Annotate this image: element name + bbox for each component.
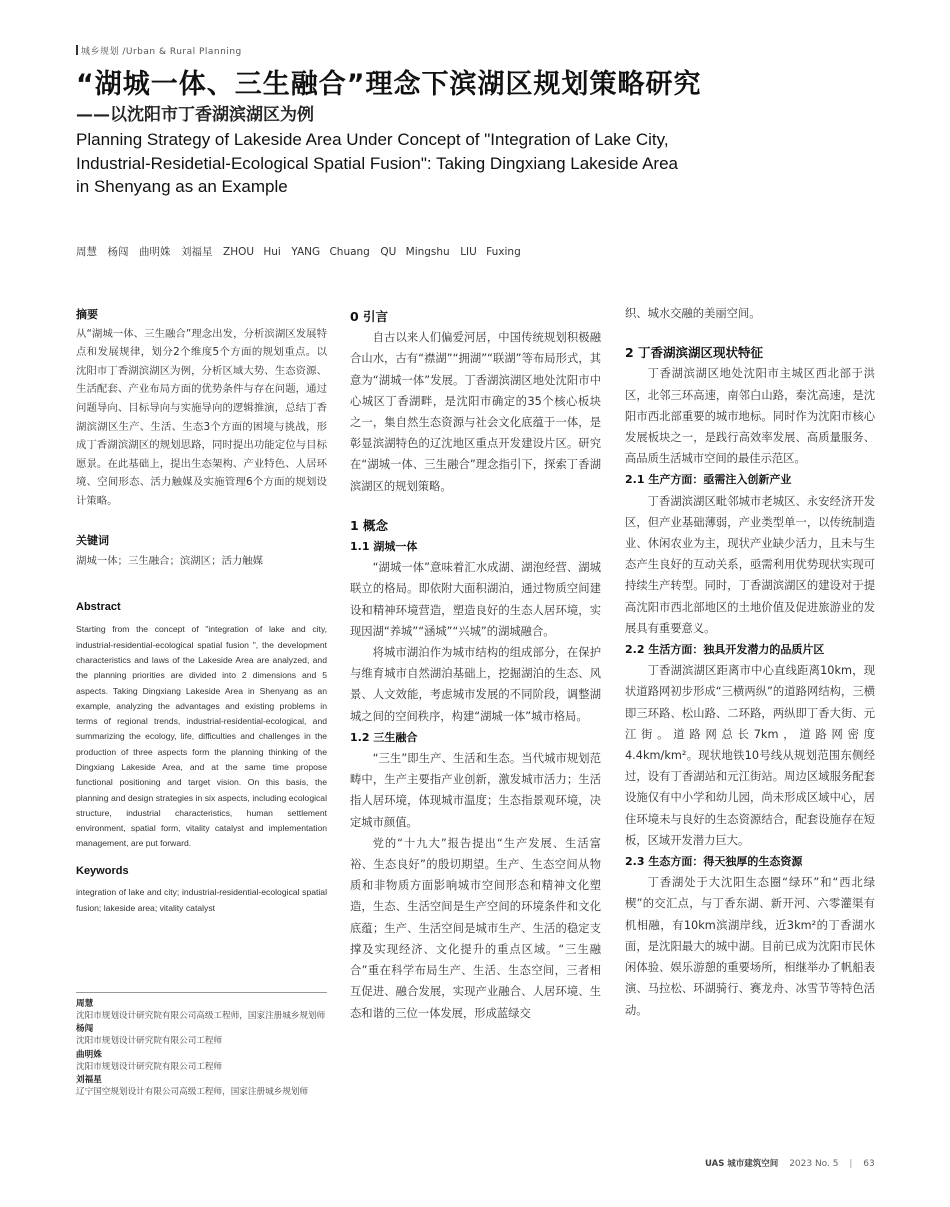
abstract-cn-text: 从“湖城一体、三生融合”理念出发，分析滨湖区发展特点和发展规律，划分2个维度5个方面的规划重点。以沈阳市丁香湖滨湖区为例，分析区域大势、生态资源、生活配套、产业布局方面的优势条件与存在问题，通过问题导向、目标导向与实施导向的逻辑推演，总结丁香湖滨湖区生产、生活、生态3个方面的困境与挑战，形成丁香湖滨湖区的规划思路，同时提出功能定位与目标愿景。在此基础上，提出生态架构、产业特色、人居环境、空间形态、活力触媒及实施管理6个方面的规划设计策略。 [76,327,327,507]
english-title-line: Industrial-Residetial-Ecological Spatial Fusion": Taking Dingxiang Lakeside Area [76,153,678,173]
page-number: 63 [863,1159,875,1169]
paragraph: 党的“十九大”报告提出“生产发展、生活富裕、生态良好”的殷切期望。生产、生态空间从物质和非物质方面影响城市空间形态和精神文化塑造，生态、生活空间是生产空间的环境条件和文化底蕴；生产、生活空间是城市生产、生活的稳定支撑及实现经济、文化提升的重点区域。“三生融合”重在科学布局生产、生活、生态空间，三者相互促进、融合发展，实现产业融合、人居环境、生态和谐的三位一体发展，形成蓝绿交 [350,836,601,1020]
paragraph: 丁香湖滨湖区距离市中心直线距离10km，现状道路网初步形成“三横两纵”的道路网结构，三横即三环路、松山路、二环路，两纵即丁香大街、元江街。道路网总长7km，道路网密度4.4km/km²。现状地铁10号线从规划范围东侧经过，设有丁香湖站和元江街站。周边区域服务配套设施仅有中小学和幼儿园，尚未形成区域中心，居住环境未与良好的生态资源结合，配套设施存在短板，区域开发潜力巨大。 [625,664,875,847]
page-footer [705,1157,875,1169]
bio-name: 曲明姝 [76,1049,102,1060]
header-bar [76,45,78,55]
paragraph: 丁香湖滨湖区毗邻城市老城区、永安经济开发区，但产业基础薄弱，产业类型单一，以传统制造业、休闲农业为主，现状产业缺少活力，且未与生态产生良好的互动关系，亟需利用优势现状实现可持续生产转型。同时，丁香湖滨湖区的建设对于提高沈阳市西北部地区的土地价值及促进旅游业的发展具有重要意义。 [625,494,875,635]
subsection-heading: 1.2 三生融合 [350,730,418,744]
bio-divider [76,992,327,993]
section-header [76,44,242,57]
issue-number: 2023 No. 5 [789,1159,839,1169]
paragraph: 丁香湖处于大沈阳生态圈“绿环”和“西北绿楔”的交汇点，与丁香东湖、新开河、六零灌渠有机相融，有10km滨湖岸线，近3km²的丁香湖水面，是沈阳最大的城中湖。目前已成为沈阳市民休闲体验、娱乐游憩的重要场所，相继举办了帆船表演、马拉松、环湖骑行、赛龙舟、冰雪节等特色活动。 [625,876,875,1017]
abstract-en-heading: Abstract [76,600,121,613]
footer-separator: | [849,1159,853,1169]
middle-column [350,306,601,1024]
bio-name: 周慧 [76,999,94,1009]
section-heading: 2 丁香湖滨湖区现状特征 [625,345,764,361]
subsection-heading: 2.3 生态方面：得天独厚的生态资源 [625,855,803,869]
right-column [625,303,875,1021]
subsection-heading: 1.1 湖城一体 [350,540,418,554]
paragraph: 自古以来人们偏爱河居，中国传统规划积极融合山水，古有“襟湖”“拥湖”“联湖”等布局形式，其意为“湖城一体”发展。丁香湖滨湖区地处沈阳市中心城区丁香湖畔，是沈阳市确定的35个核心板块之一，集自然生态资源与社会文化底蕴于一体，是彰显滨湖特色的辽沈地区重点开发建设片区。研究在“湖城一体、三生融合”理念指引下，探索丁香湖滨湖区的规划策略。 [350,331,601,493]
bio-desc: 沈阳市规划设计研究院有限公司工程师 [76,1036,223,1047]
paragraph: “湖城一体”意味着汇水成湖、湖泡经营、湖城联立的格局。即依附大面积湖泊，通过物质空间建设和精神环境营造，塑造良好的生态人居环境，实现因湖“养城”“涵城”“兴城”的湖城融合。 [350,561,601,638]
abstract-en-text: Starting from the concept of "integration of lake and city, industrial-residential-ecological spatial fusion ", the development characteristics and laws of the Lakeside Area are analyzed, and the planning priorities are divided into 2 dimensions and 5 aspects. Taking Dingxiang Lakeside Area in Shenyang as an example, analyzing the advantages and existing problems in terms of regional trends, industrial-residential-ecological, and summarizing the ecology, life, difficulties and challenges in the production of three aspects form the planning thinking of the Dingxiang Lakeside Area, and at the same time propose functional positioning and target vision. On this basis, the planning and design strategies in six aspects, including ecological structure, industrial characteristics, human settlement environment, spatial form, vitality catalyst and implementation management, are put forward. [76,624,327,849]
bio-desc: 沈阳市规划设计研究院有限公司高级工程师，国家注册城乡规划师 [76,1010,326,1021]
section-heading: 1 概念 [350,517,389,533]
keywords-en-heading: Keywords [76,864,129,877]
subsection-heading: 2.2 生活方面：独具开发潜力的品质片区 [625,643,825,657]
bio-name: 刘福星 [76,1075,102,1086]
bio-desc: 辽宁国空规划设计有限公司高级工程师，国家注册城乡规划师 [76,1086,309,1097]
keywords-en-text: integration of lake and city; industrial-residential-ecological spatial fusion; lakeside area; vitality catalyst [76,887,327,913]
english-title-line: in Shenyang as an Example [76,177,288,196]
section-heading: 0 引言 [350,309,389,324]
paragraph: 丁香湖滨湖区地处沈阳市主城区西北部于洪区，北邻三环高速，南邻白山路，秦沈高速，是沈阳市西北部重要的城市地标。同时作为沈阳市核心发展板块之一，是践行高效率发展、高质量服务、高品质生活城市空间的最佳示范区。 [625,367,875,466]
subsection-heading: 2.1 生产方面：亟需注入创新产业 [625,473,792,487]
bio-name: 杨闯 [76,1024,94,1035]
page-subtitle: ——以沈阳市丁香湖滨湖区为例 [76,105,314,125]
english-title [76,128,776,199]
paragraph: 织、城水交融的美丽空间。 [625,307,761,320]
abstract-cn-heading: 摘要 [76,308,98,321]
paragraph: “三生”即生产、生活和生态。当代城市规划范畴中，生产主要指产业创新，激发城市活力；生活指人居环境，体现城市温度；生态指景观环境，决定城市颜值。 [350,752,601,829]
author-bios [76,997,327,1099]
bio-desc: 沈阳市规划设计研究院有限公司工程师 [76,1061,223,1072]
author-list: 周慧 杨闯 曲明姝 刘福星 ZHOU Hui YANG Chuang QU Mingshu LIU Fuxing [76,246,521,258]
english-title-line: Planning Strategy of Lakeside Area Under Concept of "Integration of Lake City, [76,130,669,149]
paragraph: 将城市湖泊作为城市结构的组成部分，在保护与维育城市自然湖泊基础上，挖掘湖泊的生态、风景、人文效能，考虑城市发展的不同阶段，调整湖城之间的空间秩序，构建“湖城一体”城市格局。 [350,646,601,723]
keywords-cn-heading: 关键词 [76,533,109,547]
header-text: 城乡规划 /Urban & Rural Planning [81,47,242,57]
left-column [76,306,327,916]
journal-logo: UAS 城市建筑空间 [705,1159,779,1169]
page-title: “湖城一体、三生融合”理念下滨湖区规划策略研究 [76,69,702,100]
keywords-cn-text: 湖城一体；三生融合；滨湖区；活力触媒 [76,555,264,568]
